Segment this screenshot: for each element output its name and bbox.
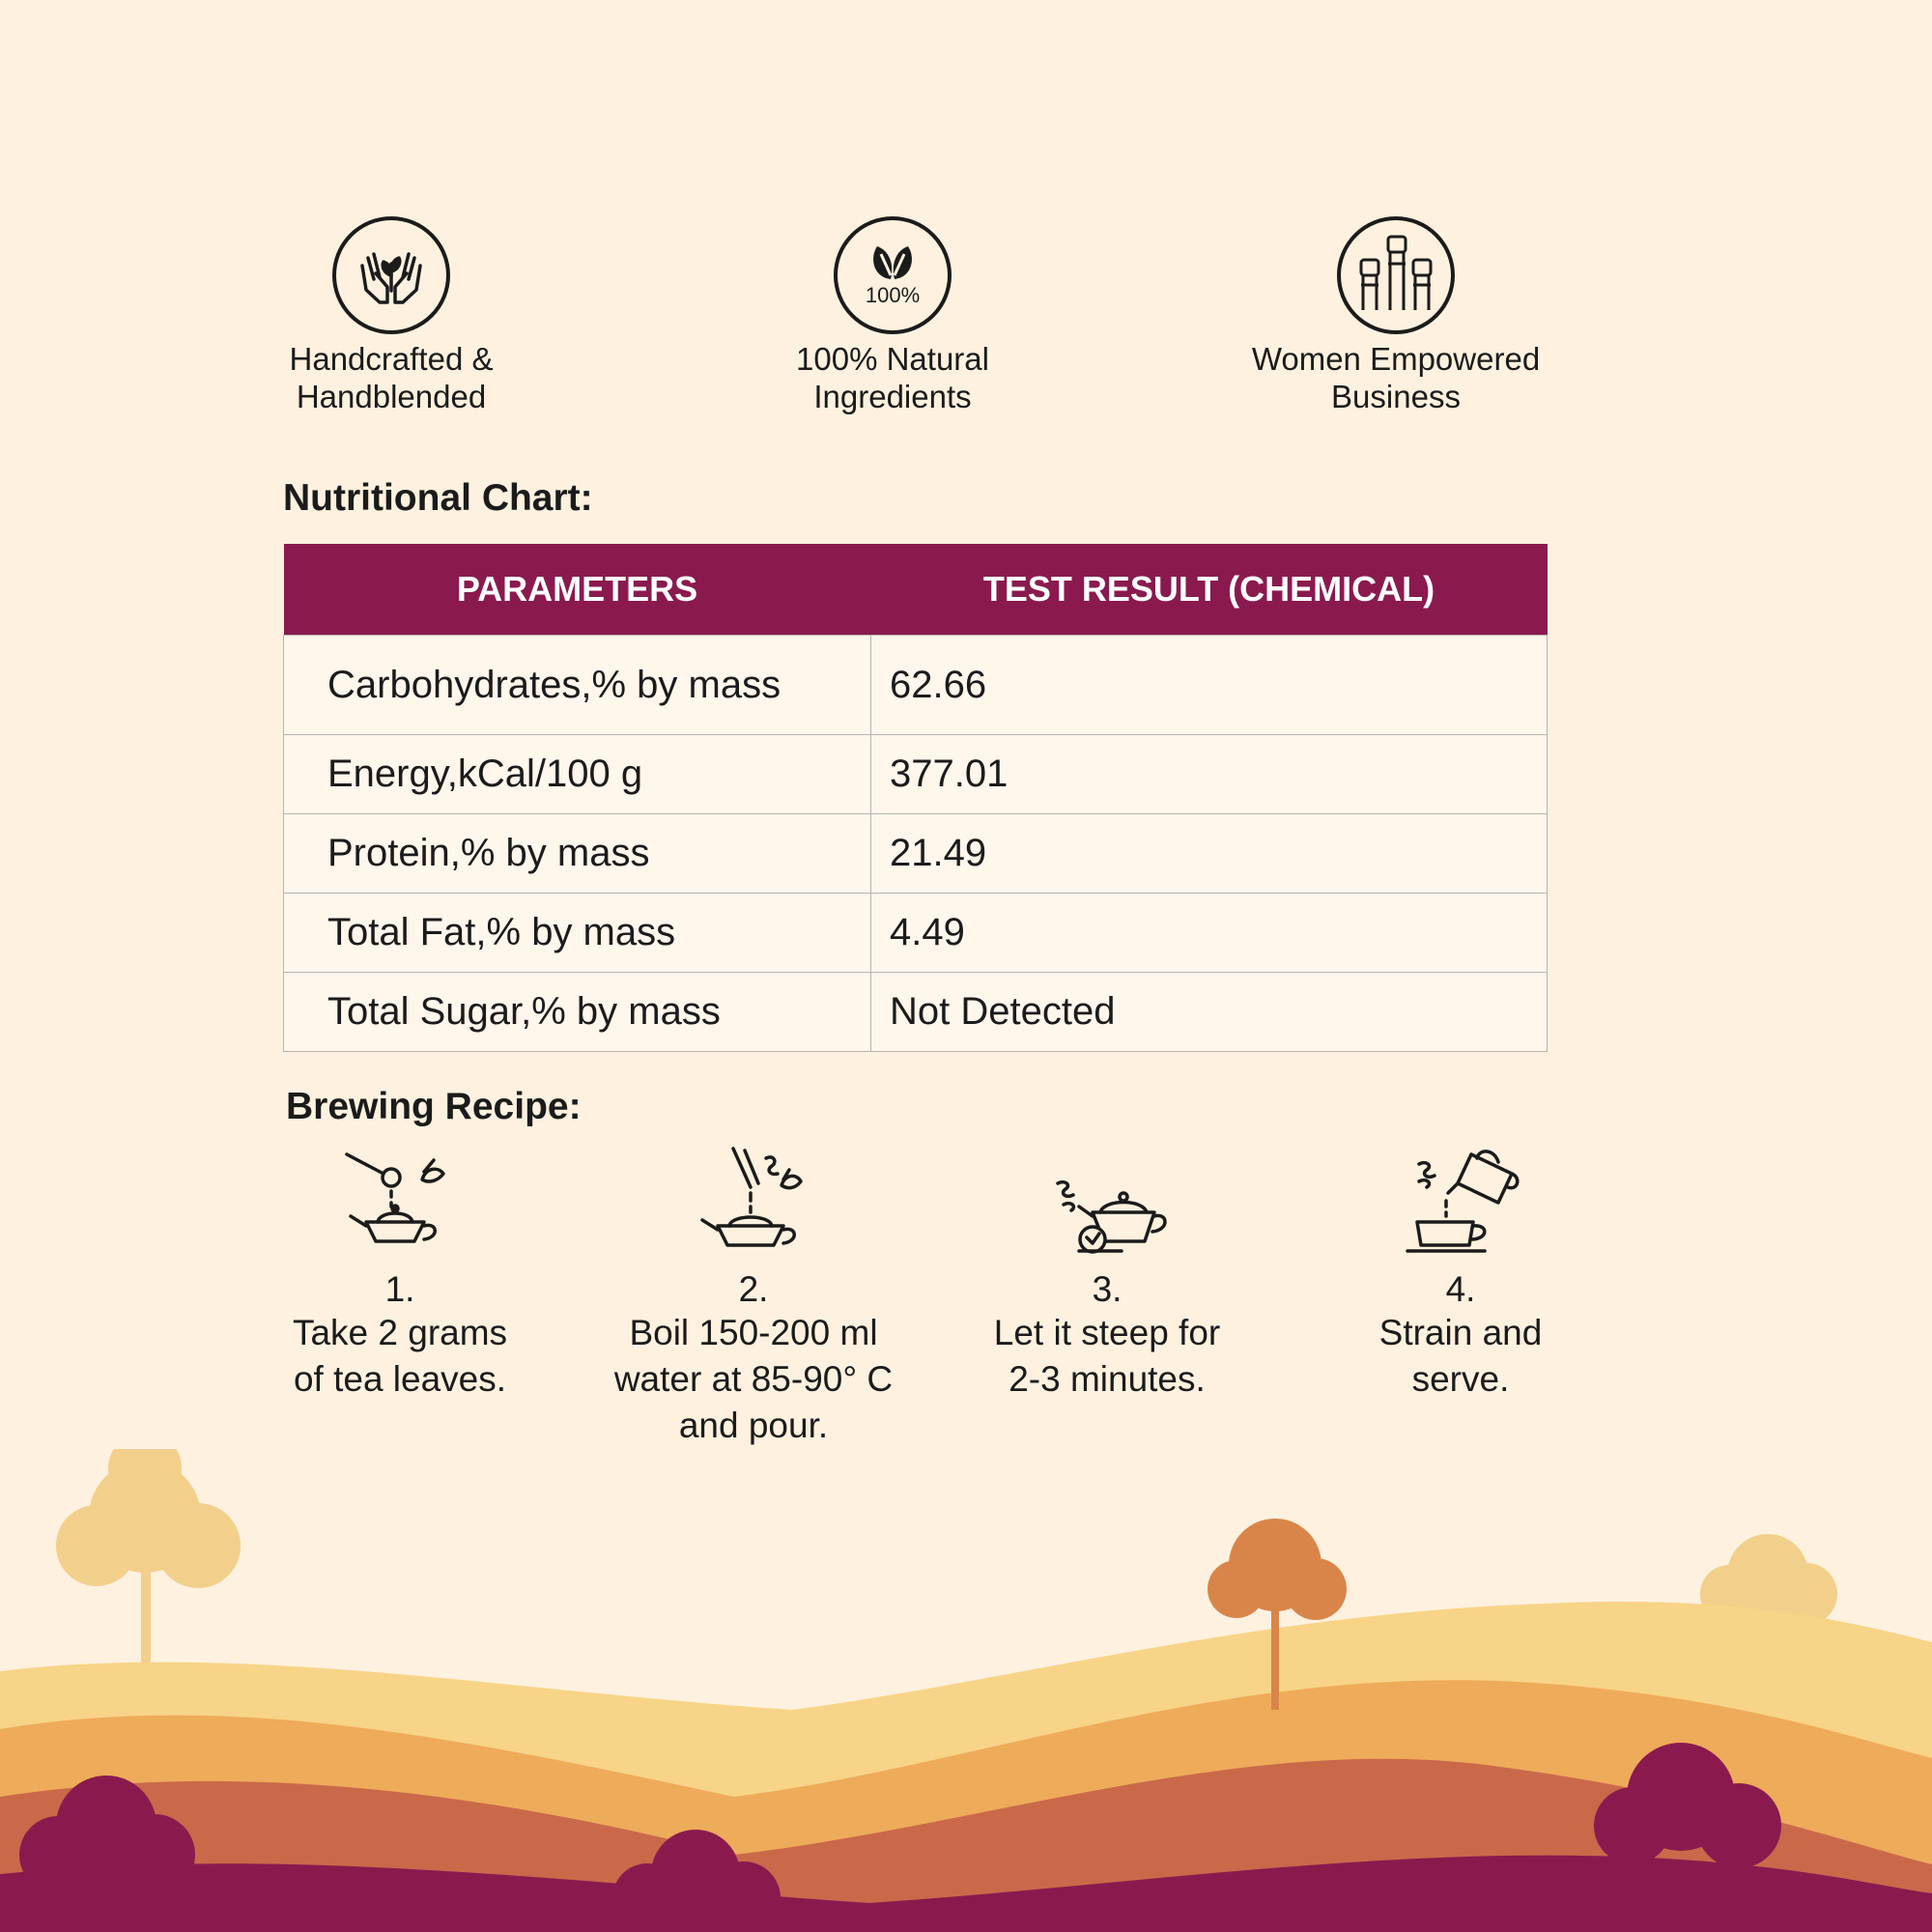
step-text: Take 2 grams of tea leaves. xyxy=(292,1313,508,1399)
step-number: 3. xyxy=(1092,1269,1122,1309)
step-text: Boil 150-200 ml water at 85-90° C and pour. xyxy=(613,1313,894,1445)
teapot-spoon-icon xyxy=(337,1145,463,1261)
parameter-cell: Total Fat,% by mass xyxy=(284,894,871,973)
pale-tree-left xyxy=(56,1449,241,1671)
column-header-test-result: TEST RESULT (CHEMICAL) xyxy=(871,544,1548,636)
parameter-cell: Total Sugar,% by mass xyxy=(284,973,871,1052)
brewing-step-2 xyxy=(599,1145,908,1449)
feature-caption: Handcrafted & Handblended xyxy=(289,341,494,414)
parameter-cell: Energy,kCal/100 g xyxy=(284,735,871,814)
feature-women-empowered xyxy=(1212,216,1579,415)
teapot-timer-icon xyxy=(1044,1145,1170,1261)
table-row xyxy=(284,973,1548,1052)
result-cell: 377.01 xyxy=(871,735,1548,814)
result-cell: 21.49 xyxy=(871,814,1548,894)
step-number: 2. xyxy=(738,1269,769,1309)
feature-caption: 100% Natural Ingredients xyxy=(796,341,989,414)
natural-leaf-icon xyxy=(834,216,952,334)
teapot-cup-icon xyxy=(1398,1145,1523,1261)
result-cell: Not Detected xyxy=(871,973,1548,1052)
raised-fists-icon xyxy=(1337,216,1455,334)
kettle-pour-icon xyxy=(691,1145,816,1261)
feature-handcrafted xyxy=(208,216,575,415)
decorative-landscape xyxy=(0,1449,1932,1932)
result-cell: 4.49 xyxy=(871,894,1548,973)
brewing-step-3 xyxy=(952,1145,1262,1403)
brewing-step-1 xyxy=(245,1145,554,1403)
step-number: 4. xyxy=(1445,1269,1476,1309)
brewing-step-4 xyxy=(1306,1145,1615,1403)
hands-leaf-icon xyxy=(332,216,450,334)
step-text: Let it steep for 2-3 minutes. xyxy=(993,1313,1221,1399)
brewing-title: Brewing Recipe: xyxy=(286,1086,582,1127)
table-row xyxy=(284,735,1548,814)
feature-caption: Women Empowered Business xyxy=(1251,341,1541,414)
result-cell: 62.66 xyxy=(871,636,1548,735)
table-header-row xyxy=(284,544,1548,636)
nutrition-title: Nutritional Chart: xyxy=(283,477,593,519)
nutrition-table xyxy=(283,544,1548,1052)
table-row xyxy=(284,894,1548,973)
table-row xyxy=(284,814,1548,894)
column-header-parameters: PARAMETERS xyxy=(284,544,871,636)
badge-percent-text: 100% xyxy=(865,283,921,307)
step-text: Strain and serve. xyxy=(1378,1313,1543,1399)
feature-natural xyxy=(709,216,1076,415)
table-row xyxy=(284,636,1548,735)
parameter-cell: Protein,% by mass xyxy=(284,814,871,894)
step-number: 1. xyxy=(384,1269,415,1309)
parameter-cell: Carbohydrates,% by mass xyxy=(284,636,871,735)
